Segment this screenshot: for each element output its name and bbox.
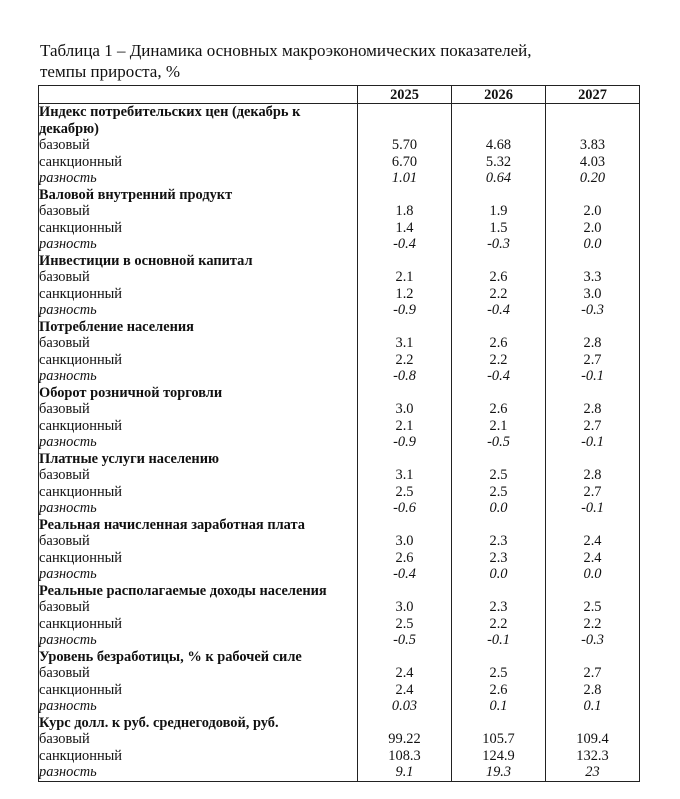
indicator-name: Курс долл. к руб. среднегодовой, руб. (39, 715, 358, 732)
value-cell: 2.7 (546, 484, 640, 501)
indicator-name: Оборот розничной торговли (39, 385, 358, 402)
scenario-label: разность (39, 236, 358, 253)
indicator-header-row (39, 451, 640, 468)
scenario-label: разность (39, 368, 358, 385)
value-cell: 2.1 (358, 418, 452, 435)
value-cell: -0.5 (358, 632, 452, 649)
value-cell: 2.3 (452, 550, 546, 567)
indicator-name: Индекс потребительских цен (декабрь к декабрю) (39, 104, 358, 138)
empty-cell (452, 385, 546, 402)
value-cell: 2.8 (546, 335, 640, 352)
value-cell: 1.2 (358, 286, 452, 303)
scenario-label: санкционный (39, 550, 358, 567)
scenario-base-row (39, 269, 640, 286)
value-cell: -0.1 (452, 632, 546, 649)
empty-cell (546, 253, 640, 270)
value-cell: 2.3 (452, 599, 546, 616)
value-cell: -0.4 (358, 236, 452, 253)
year-header: 2026 (452, 86, 546, 104)
scenario-diff-row (39, 170, 640, 187)
value-cell: 3.0 (546, 286, 640, 303)
value-cell: -0.1 (546, 500, 640, 517)
empty-cell (358, 649, 452, 666)
value-cell: 2.7 (546, 352, 640, 369)
scenario-diff-row (39, 566, 640, 583)
empty-cell (546, 649, 640, 666)
scenario-diff-row (39, 236, 640, 253)
scenario-sanction-row (39, 286, 640, 303)
value-cell: 2.2 (452, 352, 546, 369)
value-cell: 0.0 (452, 500, 546, 517)
value-cell: -0.1 (546, 368, 640, 385)
scenario-label: базовый (39, 203, 358, 220)
scenario-label: разность (39, 566, 358, 583)
value-cell: 2.7 (546, 665, 640, 682)
value-cell: 23 (546, 764, 640, 781)
indicator-name: Платные услуги населению (39, 451, 358, 468)
scenario-base-row (39, 533, 640, 550)
scenario-base-row (39, 203, 640, 220)
scenario-label: санкционный (39, 220, 358, 237)
table-caption (40, 40, 532, 82)
value-cell: 2.0 (546, 220, 640, 237)
scenario-sanction-row (39, 220, 640, 237)
scenario-label: разность (39, 434, 358, 451)
scenario-diff-row (39, 698, 640, 715)
scenario-label: разность (39, 170, 358, 187)
scenario-label: базовый (39, 665, 358, 682)
value-cell: 2.6 (358, 550, 452, 567)
scenario-label: разность (39, 698, 358, 715)
value-cell: 1.4 (358, 220, 452, 237)
value-cell: 3.0 (358, 599, 452, 616)
value-cell: 3.83 (546, 137, 640, 154)
empty-cell (358, 583, 452, 600)
scenario-label: базовый (39, 533, 358, 550)
value-cell: 2.5 (452, 665, 546, 682)
value-cell: -0.9 (358, 434, 452, 451)
scenario-label: санкционный (39, 484, 358, 501)
value-cell: 9.1 (358, 764, 452, 781)
scenario-diff-row (39, 302, 640, 319)
scenario-label: базовый (39, 731, 358, 748)
empty-cell (358, 385, 452, 402)
value-cell: -0.5 (452, 434, 546, 451)
empty-cell (452, 517, 546, 534)
table-body (39, 104, 640, 782)
value-cell: 4.03 (546, 154, 640, 171)
scenario-label: базовый (39, 335, 358, 352)
scenario-diff-row (39, 500, 640, 517)
value-cell: -0.4 (452, 302, 546, 319)
indicator-header-row (39, 715, 640, 732)
value-cell: -0.4 (358, 566, 452, 583)
scenario-base-row (39, 335, 640, 352)
empty-cell (546, 104, 640, 138)
empty-cell (452, 187, 546, 204)
value-cell: 1.01 (358, 170, 452, 187)
empty-cell (452, 451, 546, 468)
value-cell: 2.6 (452, 335, 546, 352)
value-cell: -0.8 (358, 368, 452, 385)
value-cell: 2.2 (546, 616, 640, 633)
value-cell: 2.4 (546, 550, 640, 567)
value-cell: 3.0 (358, 533, 452, 550)
scenario-base-row (39, 599, 640, 616)
value-cell: 2.6 (452, 269, 546, 286)
indicator-name: Валовой внутренний продукт (39, 187, 358, 204)
scenario-label: санкционный (39, 418, 358, 435)
indicator-header-row (39, 104, 640, 138)
value-cell: 2.8 (546, 401, 640, 418)
indicator-header-row (39, 385, 640, 402)
empty-cell (358, 319, 452, 336)
scenario-diff-row (39, 764, 640, 781)
value-cell: 2.6 (452, 682, 546, 699)
value-cell: 0.03 (358, 698, 452, 715)
header-row (39, 86, 640, 104)
scenario-base-row (39, 401, 640, 418)
indicator-header-row (39, 253, 640, 270)
value-cell: 0.1 (546, 698, 640, 715)
value-cell: 5.32 (452, 154, 546, 171)
value-cell: 2.2 (358, 352, 452, 369)
value-cell: -0.3 (546, 302, 640, 319)
scenario-sanction-row (39, 682, 640, 699)
value-cell: -0.4 (452, 368, 546, 385)
scenario-label: разность (39, 764, 358, 781)
value-cell: 2.4 (358, 682, 452, 699)
indicator-header-row (39, 187, 640, 204)
value-cell: 0.0 (452, 566, 546, 583)
value-cell: -0.1 (546, 434, 640, 451)
scenario-base-row (39, 467, 640, 484)
year-header: 2025 (358, 86, 452, 104)
value-cell: 5.70 (358, 137, 452, 154)
value-cell: 2.5 (546, 599, 640, 616)
year-header: 2027 (546, 86, 640, 104)
value-cell: 2.5 (452, 467, 546, 484)
value-cell: 108.3 (358, 748, 452, 765)
value-cell: 2.2 (452, 286, 546, 303)
empty-cell (358, 104, 452, 138)
scenario-sanction-row (39, 550, 640, 567)
value-cell: 105.7 (452, 731, 546, 748)
empty-cell (546, 187, 640, 204)
value-cell: -0.9 (358, 302, 452, 319)
value-cell: 2.4 (546, 533, 640, 550)
value-cell: 2.8 (546, 682, 640, 699)
scenario-label: базовый (39, 599, 358, 616)
value-cell: 2.4 (358, 665, 452, 682)
value-cell: 3.1 (358, 467, 452, 484)
scenario-sanction-row (39, 352, 640, 369)
indicator-header-row (39, 517, 640, 534)
value-cell: 0.1 (452, 698, 546, 715)
header-blank-cell (39, 86, 358, 104)
value-cell: 109.4 (546, 731, 640, 748)
value-cell: 2.5 (452, 484, 546, 501)
empty-cell (546, 319, 640, 336)
scenario-label: санкционный (39, 616, 358, 633)
scenario-sanction-row (39, 616, 640, 633)
indicator-name: Потребление населения (39, 319, 358, 336)
value-cell: 2.3 (452, 533, 546, 550)
value-cell: 4.68 (452, 137, 546, 154)
scenario-label: базовый (39, 137, 358, 154)
value-cell: 1.5 (452, 220, 546, 237)
scenario-label: санкционный (39, 682, 358, 699)
empty-cell (452, 715, 546, 732)
scenario-label: санкционный (39, 154, 358, 171)
empty-cell (358, 715, 452, 732)
scenario-base-row (39, 731, 640, 748)
scenario-sanction-row (39, 418, 640, 435)
value-cell: 2.1 (452, 418, 546, 435)
value-cell: 2.5 (358, 484, 452, 501)
value-cell: 0.64 (452, 170, 546, 187)
indicator-name: Уровень безработицы, % к рабочей силе (39, 649, 358, 666)
empty-cell (358, 253, 452, 270)
empty-cell (546, 715, 640, 732)
value-cell: 1.9 (452, 203, 546, 220)
value-cell: 2.2 (452, 616, 546, 633)
indicator-header-row (39, 649, 640, 666)
indicator-header-row (39, 319, 640, 336)
value-cell: 3.3 (546, 269, 640, 286)
value-cell: 124.9 (452, 748, 546, 765)
scenario-diff-row (39, 434, 640, 451)
indicator-name: Реальная начисленная заработная плата (39, 517, 358, 534)
empty-cell (358, 451, 452, 468)
scenario-sanction-row (39, 484, 640, 501)
macro-indicators-table (38, 85, 640, 782)
value-cell: 2.6 (452, 401, 546, 418)
value-cell: 132.3 (546, 748, 640, 765)
scenario-base-row (39, 137, 640, 154)
scenario-label: разность (39, 500, 358, 517)
empty-cell (452, 104, 546, 138)
indicator-name: Реальные располагаемые доходы населения (39, 583, 358, 600)
empty-cell (358, 187, 452, 204)
value-cell: 2.5 (358, 616, 452, 633)
value-cell: 2.7 (546, 418, 640, 435)
value-cell: 0.20 (546, 170, 640, 187)
value-cell: 2.8 (546, 467, 640, 484)
value-cell: 99.22 (358, 731, 452, 748)
empty-cell (546, 583, 640, 600)
empty-cell (546, 451, 640, 468)
scenario-label: санкционный (39, 286, 358, 303)
empty-cell (358, 517, 452, 534)
value-cell: 1.8 (358, 203, 452, 220)
scenario-label: разность (39, 302, 358, 319)
value-cell: 0.0 (546, 566, 640, 583)
indicator-header-row (39, 583, 640, 600)
scenario-label: санкционный (39, 352, 358, 369)
scenario-label: базовый (39, 269, 358, 286)
empty-cell (452, 583, 546, 600)
scenario-base-row (39, 665, 640, 682)
empty-cell (452, 253, 546, 270)
value-cell: -0.3 (452, 236, 546, 253)
scenario-label: базовый (39, 401, 358, 418)
indicator-name: Инвестиции в основной капитал (39, 253, 358, 270)
scenario-diff-row (39, 368, 640, 385)
value-cell: 2.1 (358, 269, 452, 286)
scenario-label: базовый (39, 467, 358, 484)
caption-line-2: темпы прироста, % (40, 62, 181, 81)
empty-cell (452, 319, 546, 336)
value-cell: -0.6 (358, 500, 452, 517)
scenario-label: санкционный (39, 748, 358, 765)
scenario-sanction-row (39, 748, 640, 765)
empty-cell (546, 517, 640, 534)
value-cell: 0.0 (546, 236, 640, 253)
scenario-label: разность (39, 632, 358, 649)
value-cell: 3.0 (358, 401, 452, 418)
scenario-diff-row (39, 632, 640, 649)
empty-cell (546, 385, 640, 402)
value-cell: -0.3 (546, 632, 640, 649)
scenario-sanction-row (39, 154, 640, 171)
value-cell: 6.70 (358, 154, 452, 171)
empty-cell (452, 649, 546, 666)
value-cell: 19.3 (452, 764, 546, 781)
caption-line-1: Таблица 1 – Динамика основных макроэкономических показателей, (40, 41, 532, 60)
value-cell: 3.1 (358, 335, 452, 352)
value-cell: 2.0 (546, 203, 640, 220)
